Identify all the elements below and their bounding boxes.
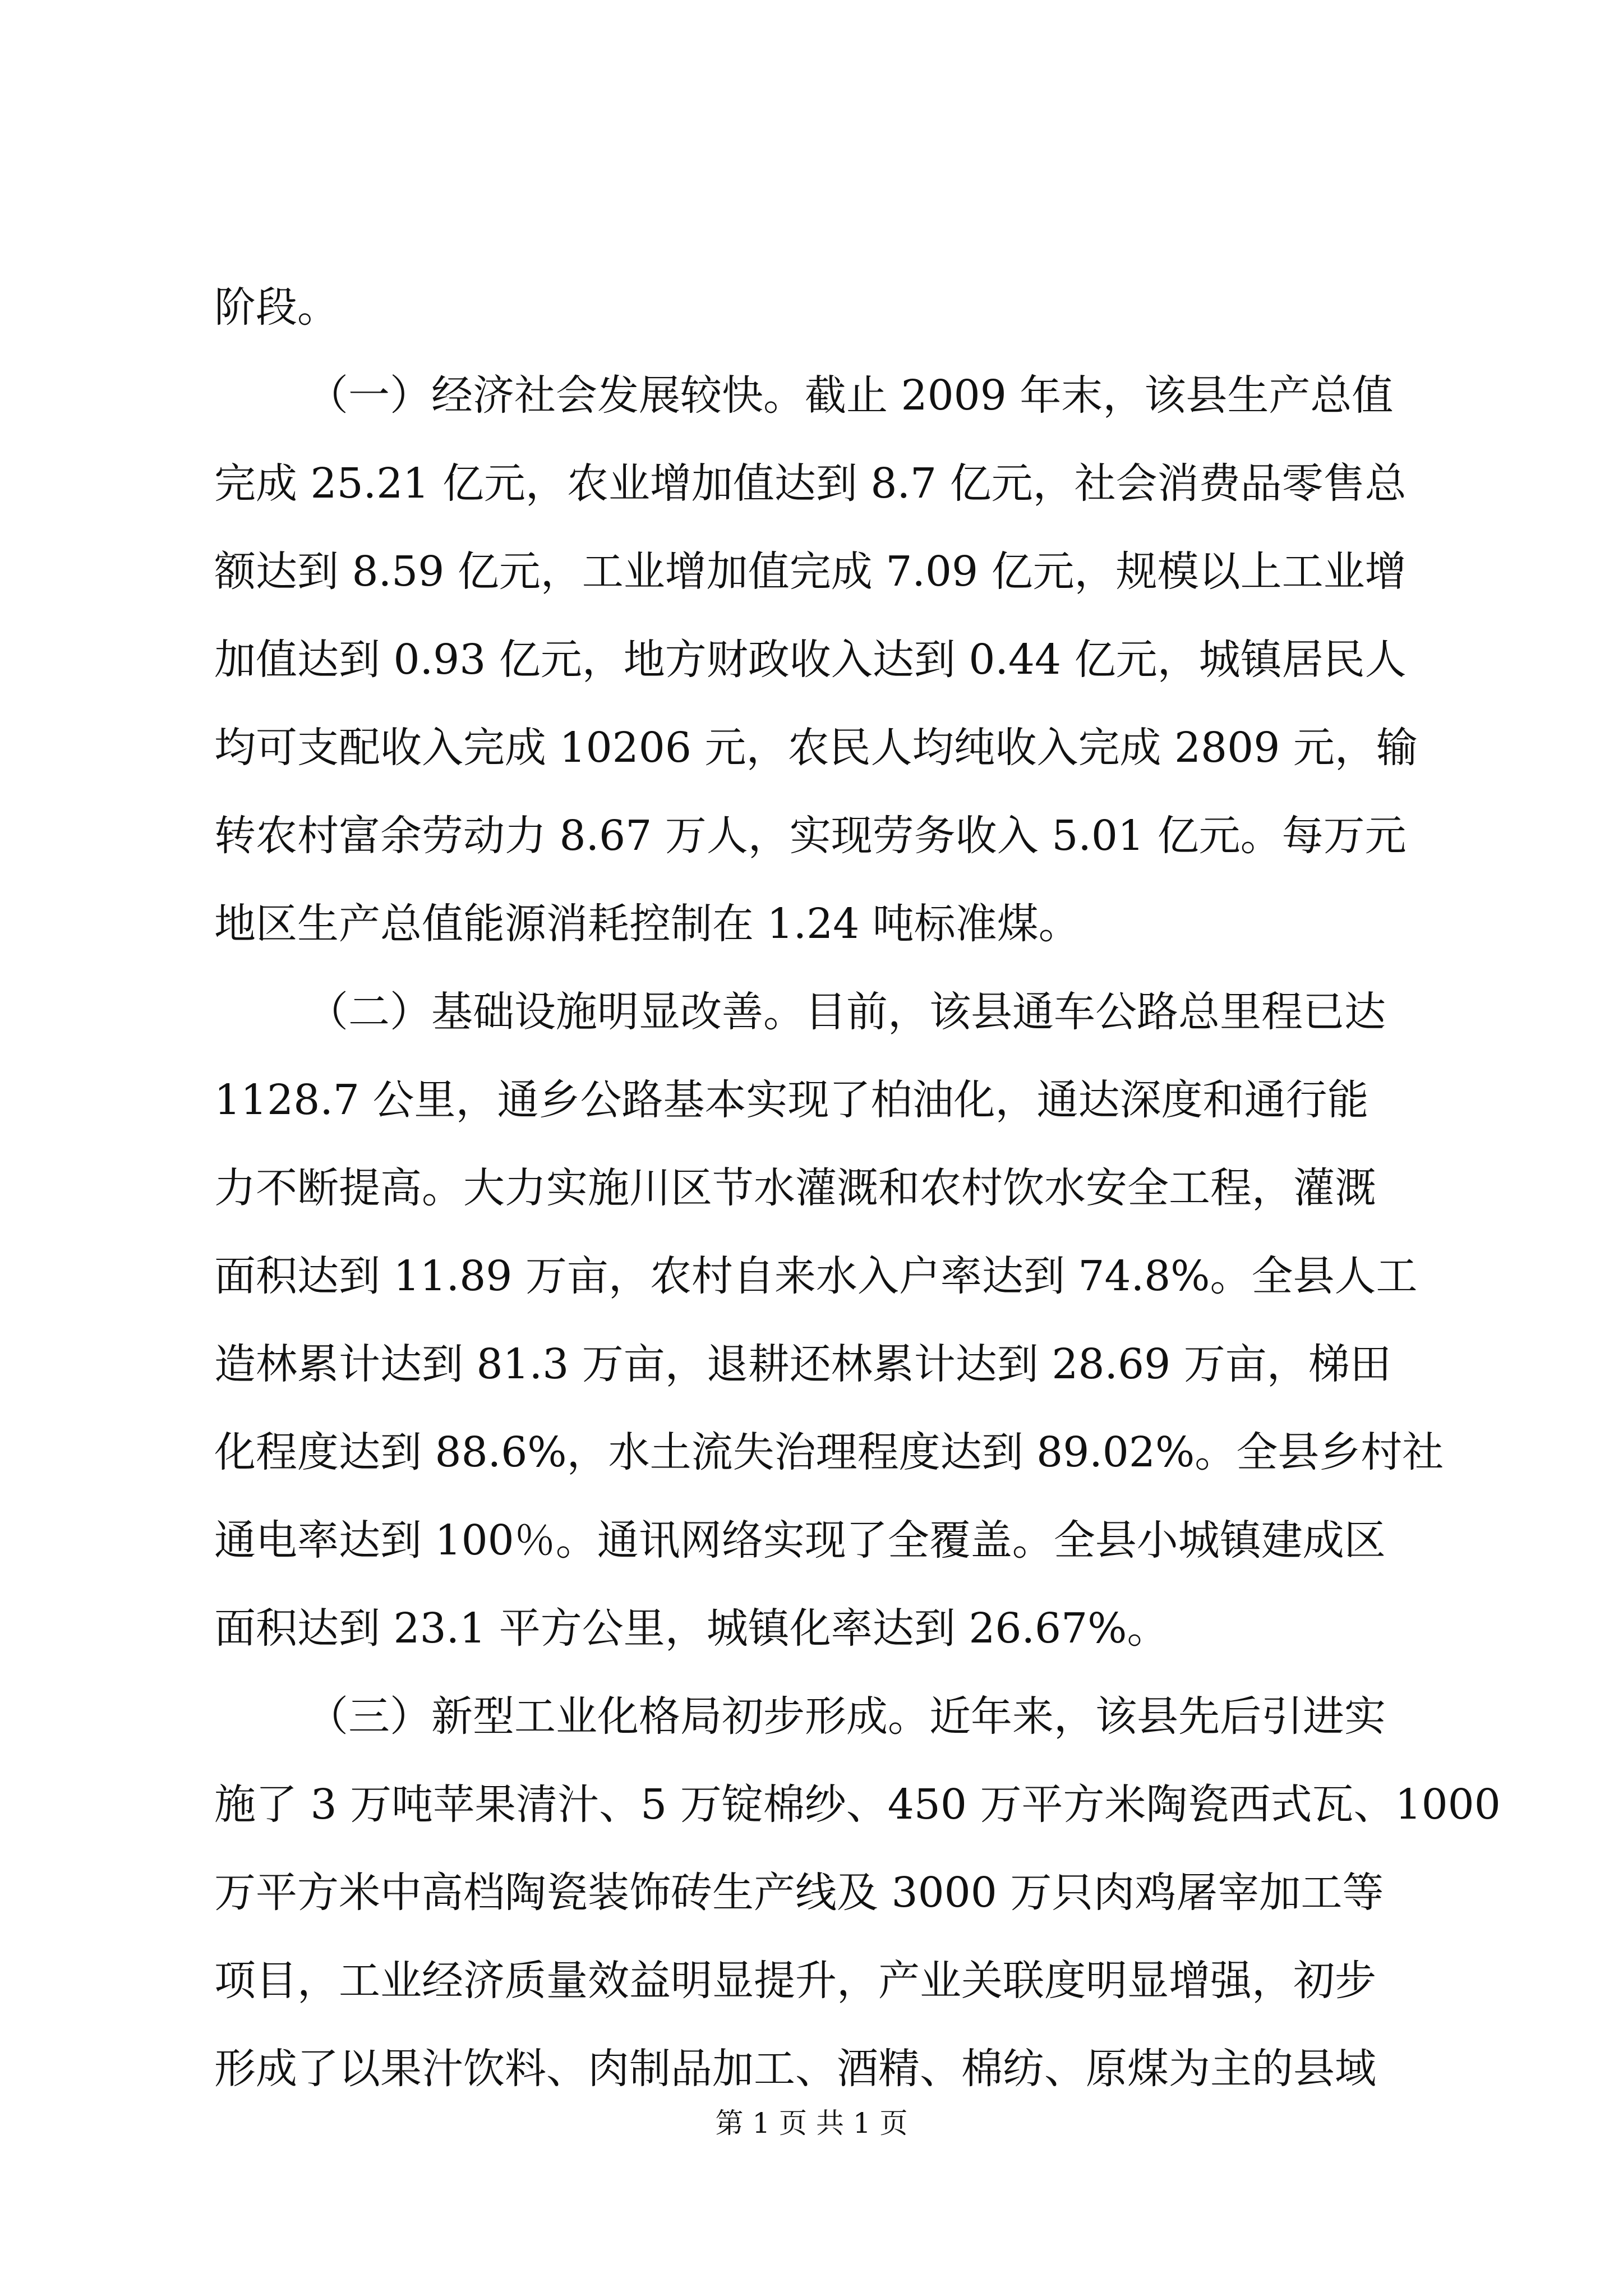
text-line: 阶段。 [214, 283, 339, 332]
text-line: 形成了以果汁饮料、肉制品加工、酒精、棉纺、原煤为主的县域 [214, 2045, 1376, 2093]
paragraph-heading-line: （一）经济社会发展较快。截止 2009 年末，该县生产总值 [307, 371, 1394, 420]
text-line: 转农村富余劳动力 8.67 万人，实现劳务收入 5.01 亿元。每万元 [214, 812, 1407, 860]
text-line: 完成 25.21 亿元，农业增加值达到 8.7 亿元，社会消费品零售总 [214, 459, 1407, 508]
text-line: 地区生产总值能源消耗控制在 1.24 吨标准煤。 [214, 900, 1080, 948]
text-line: 力不断提高。大力实施川区节水灌溉和农村饮水安全工程，灌溉 [214, 1164, 1376, 1212]
text-line: 1128.7 公里，通乡公路基本实现了柏油化，通达深度和通行能 [214, 1076, 1369, 1124]
text-line: 额达到 8.59 亿元，工业增加值完成 7.09 亿元，规模以上工业增 [214, 547, 1407, 596]
document-body [214, 264, 1501, 2113]
text-line: 面积达到 23.1 平方公里，城镇化率达到 26.67%。 [214, 1604, 1169, 1653]
paragraph-heading-line: （二）基础设施明显改善。目前，该县通车公路总里程已达 [307, 988, 1386, 1036]
text-line: 化程度达到 88.6%，水土流失治理程度达到 89.02%。全县乡村社 [214, 1428, 1444, 1476]
text-line: 项目，工业经济质量效益明显提升，产业关联度明显增强，初步 [214, 1957, 1376, 2005]
text-line: 面积达到 11.89 万亩，农村自来水入户率达到 74.8%。全县人工 [214, 1252, 1418, 1300]
text-line: 加值达到 0.93 亿元，地方财政收入达到 0.44 亿元，城镇居民人 [214, 636, 1407, 684]
text-line: 万平方米中高档陶瓷装饰砖生产线及 3000 万只肉鸡屠宰加工等 [214, 1869, 1384, 1917]
text-line: 施了 3 万吨苹果清汁、5 万锭棉纱、450 万平方米陶瓷西式瓦、1000 [214, 1780, 1501, 1829]
text-line: 通电率达到 100％。通讯网络实现了全覆盖。全县小城镇建成区 [214, 1516, 1386, 1565]
paragraph-heading-line: （三）新型工业化格局初步形成。近年来，该县先后引进实 [307, 1692, 1386, 1741]
text-line: 造林累计达到 81.3 万亩，退耕还林累计达到 28.69 万亩，梯田 [214, 1340, 1391, 1388]
text-line: 均可支配收入完成 10206 元，农民人均纯收入完成 2809 元，输 [214, 724, 1418, 772]
page-footer: 第 1 页 共 1 页 [715, 2107, 908, 2139]
